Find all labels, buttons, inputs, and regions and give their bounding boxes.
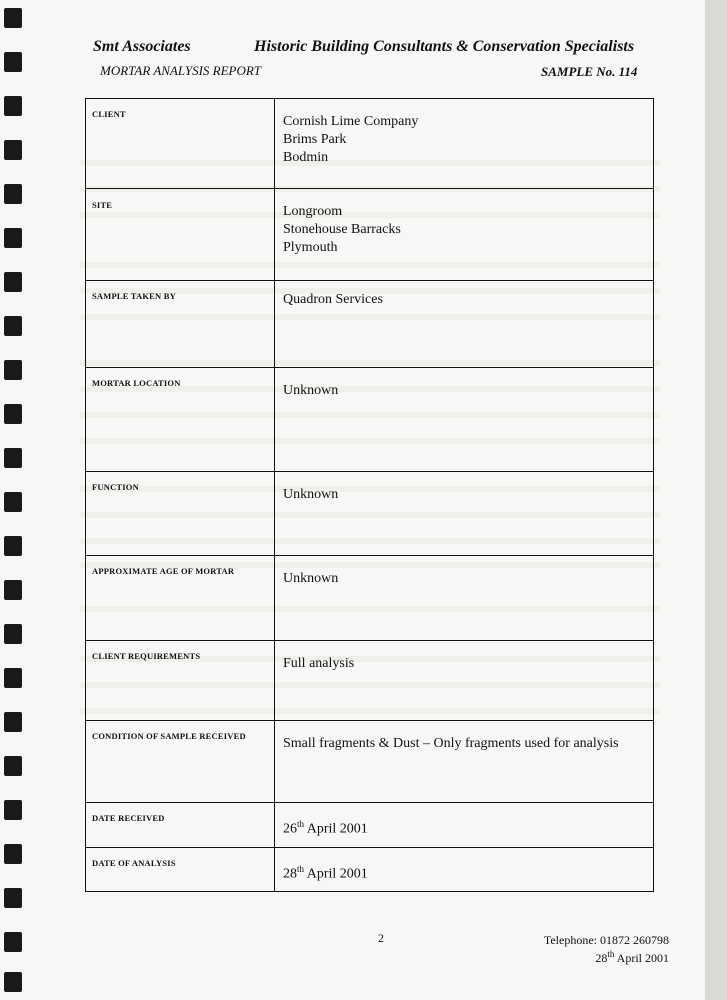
spiral-binding (0, 0, 26, 1000)
report-table (85, 98, 654, 892)
client-line: Brims Park (283, 132, 347, 147)
date-analysis-day: 28 (283, 866, 297, 882)
client-line: Cornish Lime Company (283, 114, 419, 129)
footer-date (544, 947, 669, 965)
footer-telephone: Telephone: 01872 260798 (543, 933, 669, 947)
date-analysis-suffix: th (297, 864, 305, 874)
date-received-rest: April 2001 (304, 821, 368, 837)
value-approximate-age: Unknown (275, 556, 654, 641)
company-subtitle: Historic Building Consultants & Conservation Specialists (254, 38, 635, 55)
label-client-requirements: CLIENT REQUIREMENTS (86, 641, 275, 721)
date-received-suffix: th (297, 819, 305, 829)
label-mortar-location: MORTAR LOCATION (86, 368, 275, 472)
value-date-of-analysis (275, 848, 654, 892)
page-edge (705, 0, 727, 1000)
date-analysis-rest: April 2001 (304, 866, 368, 882)
site-line: Stonehouse Barracks (283, 222, 401, 237)
row-function (86, 472, 654, 556)
row-sample-taken-by (86, 281, 654, 368)
value-site (275, 189, 654, 281)
value-date-received (275, 803, 654, 848)
row-site (86, 189, 654, 281)
value-client (275, 99, 654, 189)
row-date-of-analysis (86, 848, 654, 892)
footer-date-suffix: th (607, 949, 615, 959)
footer-date-rest: April 2001 (614, 951, 669, 965)
footer-contact (544, 933, 669, 965)
label-approximate-age: APPROXIMATE AGE OF MORTAR (86, 556, 275, 641)
row-client-requirements (86, 641, 654, 721)
value-sample-taken-by: Quadron Services (275, 281, 654, 368)
date-received-day: 26 (283, 821, 297, 837)
page-number: 2 (378, 931, 384, 945)
value-condition: Small fragments & Dust – Only fragments used for analysis (275, 721, 654, 803)
row-mortar-location (86, 368, 654, 472)
site-line: Longroom (283, 204, 343, 219)
row-date-received (86, 803, 654, 848)
sample-number: SAMPLE No. 114 (541, 64, 638, 79)
report-title: MORTAR ANALYSIS REPORT (100, 63, 262, 78)
value-client-requirements: Full analysis (275, 641, 654, 721)
label-date-of-analysis: DATE OF ANALYSIS (86, 848, 275, 892)
label-site: SITE (86, 189, 275, 281)
label-condition: CONDITION OF SAMPLE RECEIVED (86, 721, 275, 803)
row-approximate-age (86, 556, 654, 641)
label-sample-taken-by: SAMPLE TAKEN BY (86, 281, 275, 368)
footer-date-day: 28 (595, 951, 608, 965)
client-line: Bodmin (283, 150, 329, 165)
row-condition (86, 721, 654, 803)
label-function: FUNCTION (86, 472, 275, 556)
label-date-received: DATE RECEIVED (86, 803, 275, 848)
label-client: CLIENT (86, 99, 275, 189)
row-client (86, 99, 654, 189)
site-line: Plymouth (283, 240, 338, 255)
value-function: Unknown (275, 472, 654, 556)
value-mortar-location: Unknown (275, 368, 654, 472)
company-name: Smt Associates (93, 38, 191, 55)
